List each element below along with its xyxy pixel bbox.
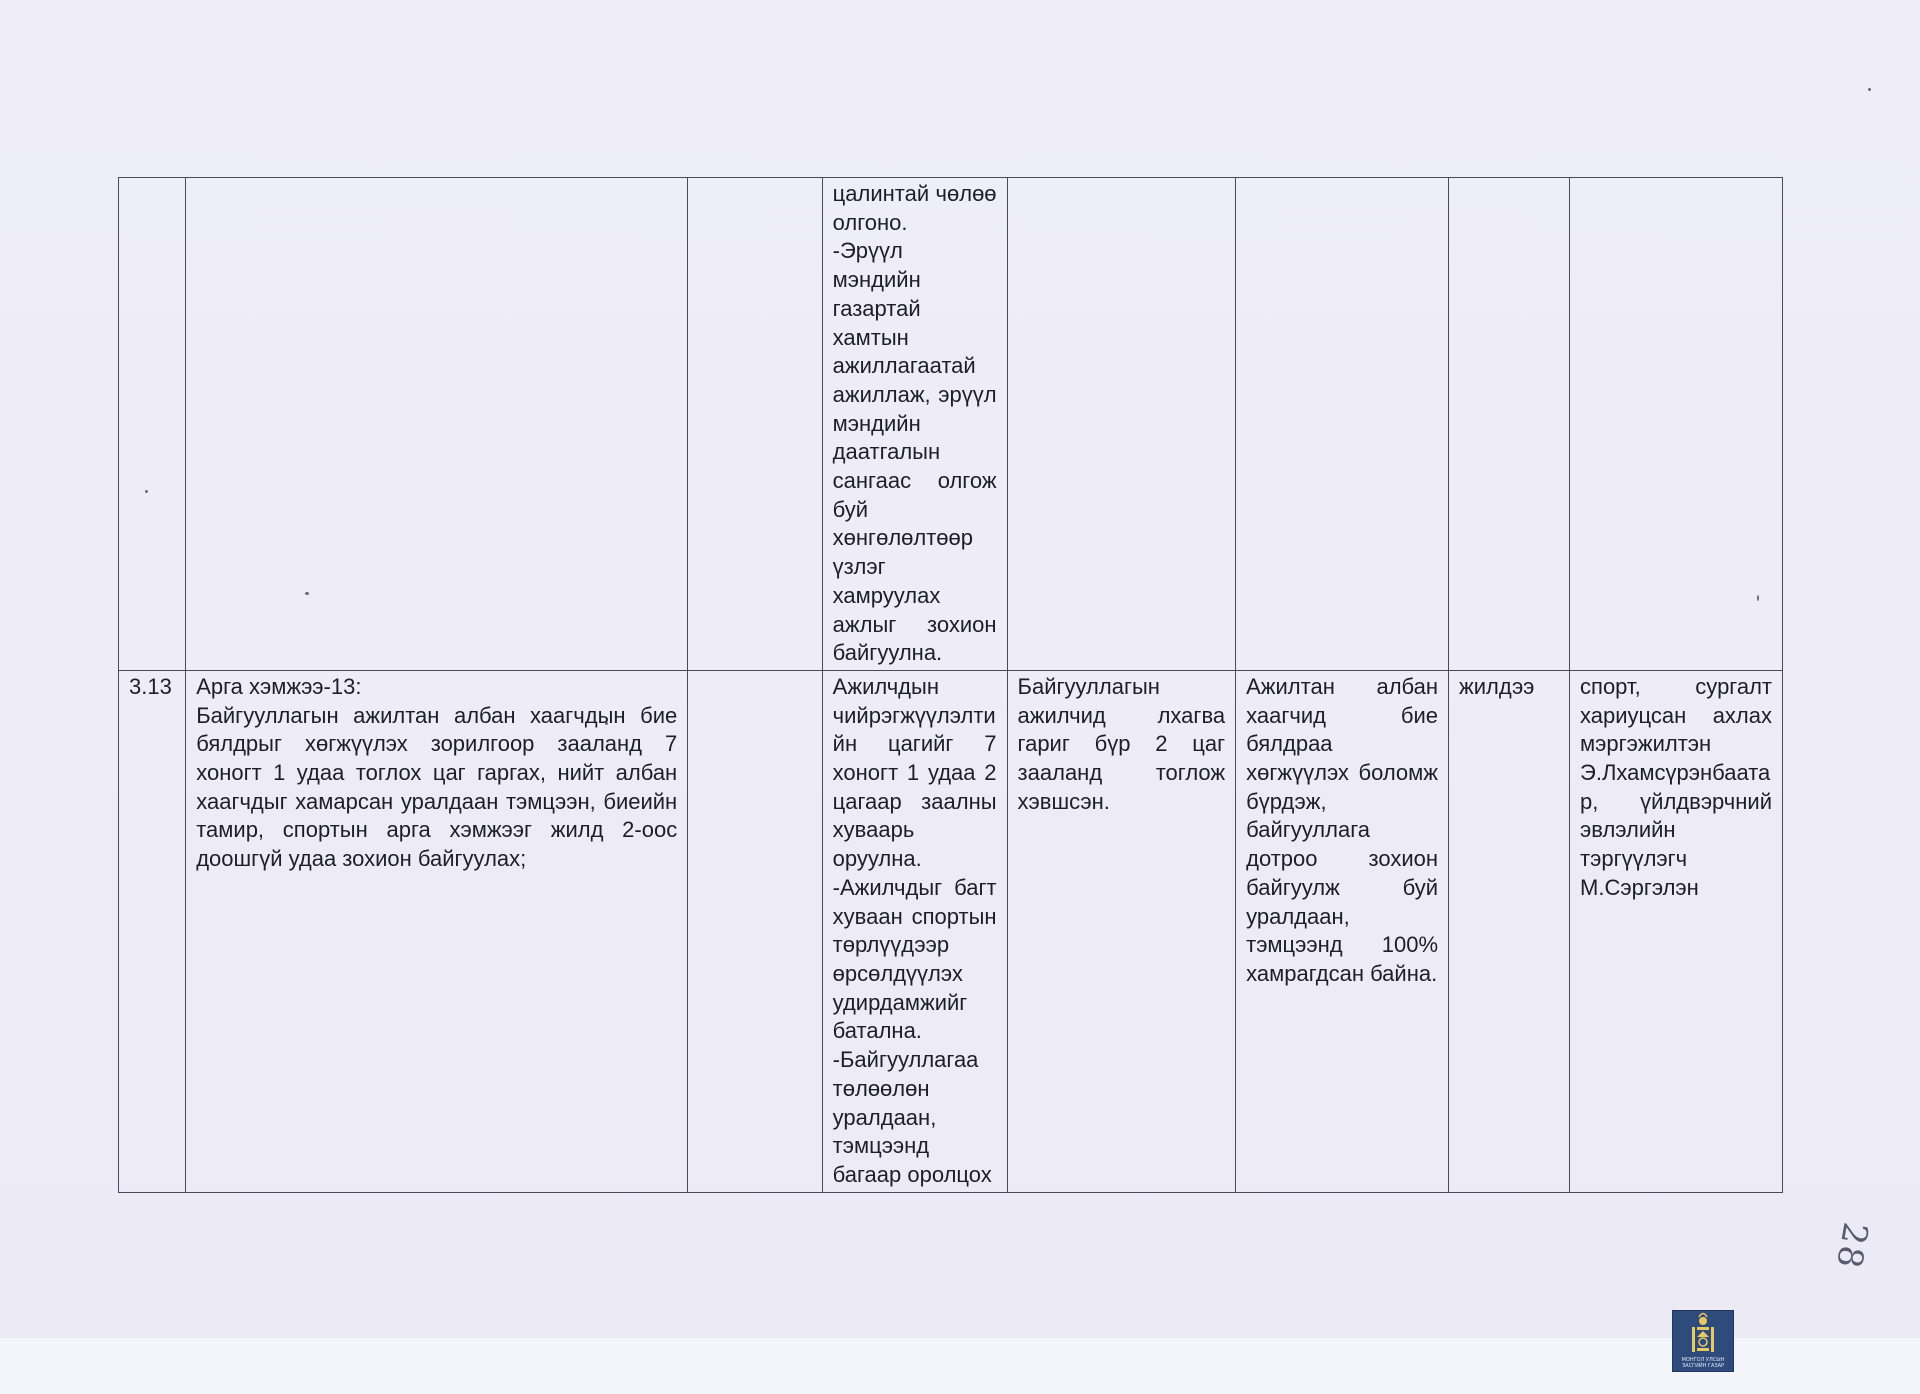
cell-empty <box>688 670 822 1192</box>
cell-result: Ажилтан албан хаагчид бие бялдраа хөгжүүлэх боломж бүрдэж, байгууллага дотроо зохион байгуулж буй уралдаан, тэмцээнд 100% хамрагдсан байна. <box>1236 670 1449 1192</box>
table-row-3-13 <box>119 670 1783 1192</box>
action-plan-table <box>118 177 1783 1193</box>
government-emblem <box>1672 1310 1734 1372</box>
activity-paragraph: -Ажилчдыг багт хуваан спортын төрлүүдээр өрсөлдүүлэх удирдамжийг батална. <box>832 874 997 1044</box>
cell-action <box>186 178 688 671</box>
scanner-bottom-margin <box>0 1338 1920 1394</box>
action-title: Арга хэмжээ-13: <box>196 673 362 699</box>
soyombo-icon <box>1673 1311 1733 1357</box>
cell-term <box>1449 178 1570 671</box>
handwritten-page-number: 28 <box>1827 1219 1876 1273</box>
cell-responsible: спорт, сургалт хариуцсан ахлах мэргэжилтэн Э.Лхамсүрэнбаатар, үйлдвэрчний эвлэлийн тэргүүлэгч М.Сэргэлэн <box>1570 670 1783 1192</box>
cell-number <box>119 178 186 671</box>
emblem-caption: МОНГОЛ УЛСЫН ЗАСГИЙН ГАЗАР <box>1681 1357 1725 1369</box>
cell-responsible <box>1570 178 1783 671</box>
activity-paragraph: -Байгууллагаа төлөөлөн уралдаан, тэмцээнд багаар оролцох <box>832 1047 992 1187</box>
cell-indicator <box>1007 178 1236 671</box>
activity-text-continued: цалинтай чөлөө олгоно. -Эрүүл мэндийн газартай хамтын ажиллагаатай ажиллаж, эрүүл мэндийн даатгалын сангаас олгож буй хөнгөлөлтөөр үзлэг хамруулах ажлыг зохион байгуулна. <box>832 181 997 666</box>
cell-activity <box>822 670 1007 1192</box>
cell-empty <box>688 178 822 671</box>
activity-paragraph: Ажилчдын чийрэгжүүлэлтийн цагийг 7 хоногт 1 удаа 2 цагаар заалны хуваарь оруулна. <box>832 673 997 872</box>
action-description: Байгууллагын ажилтан албан хаагчдын бие бялдрыг хөгжүүлэх зорилгоор зааланд 7 хоногт 1 удаа тоглох цаг гаргах, нийт албан хаагчдыг хамарсан уралдаан тэмцээн, биеийн тамир, спортын арга хэмжээг жилд 2-оос доошгүй удаа зохион байгуулах; <box>196 702 678 872</box>
cell-number: 3.13 <box>119 670 186 1192</box>
cell-activity <box>822 178 1007 671</box>
table-row-continued <box>119 178 1783 671</box>
cell-term: жилдээ <box>1449 670 1570 1192</box>
cell-action <box>186 670 688 1192</box>
cell-indicator: Байгууллагын ажилчид лхагва гариг бүр 2 цаг зааланд тоглож хэвшсэн. <box>1007 670 1236 1192</box>
scan-speck <box>1868 88 1871 91</box>
cell-result <box>1236 178 1449 671</box>
